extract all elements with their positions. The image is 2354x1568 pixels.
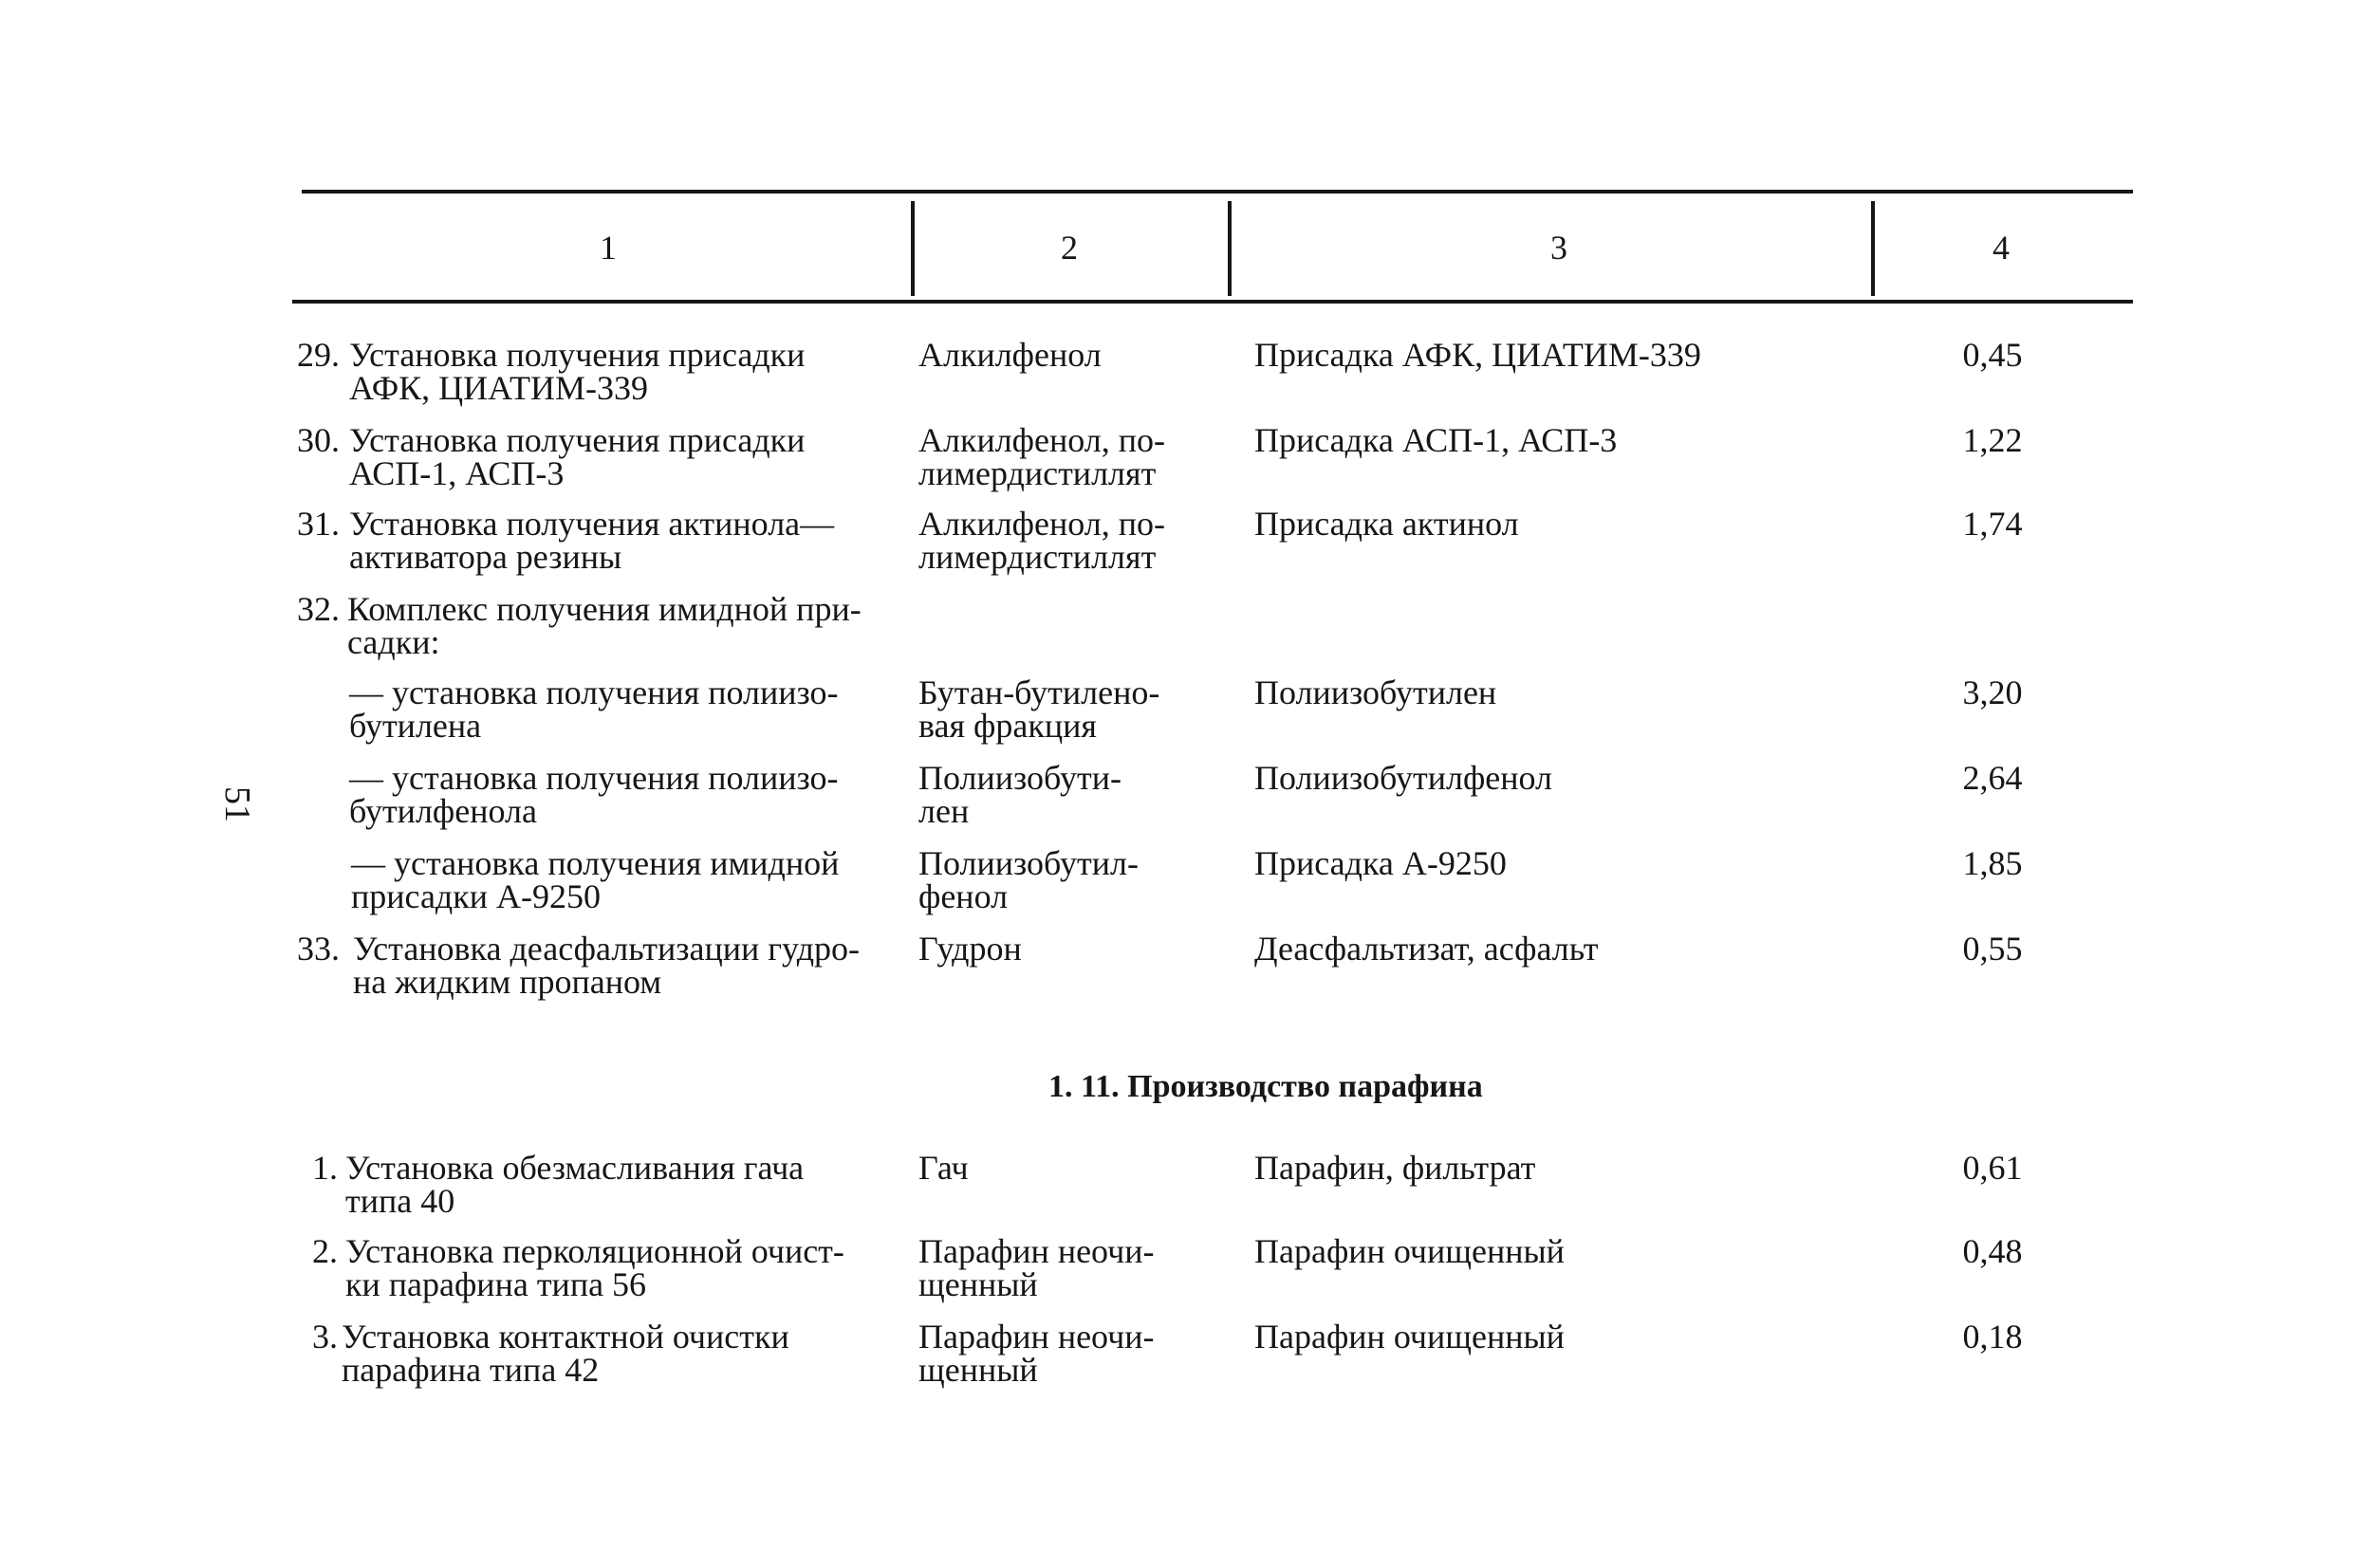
cell-line: Алкилфенол, по- <box>918 421 1165 459</box>
cell-line: Установка деасфальтизации гудро- <box>353 930 861 968</box>
cell-line: лен <box>918 792 970 830</box>
cell-installation <box>349 507 834 574</box>
row-number: 29. <box>297 336 340 374</box>
cell-line: АФК, ЦИАТИМ-339 <box>349 369 648 407</box>
table-header-bottom-rule <box>292 300 2133 304</box>
cell-line: бутилена <box>349 707 482 745</box>
cell-line: парафина типа 42 <box>342 1351 600 1389</box>
cell-line: Установка перколяционной очист- <box>345 1232 844 1270</box>
cell-product <box>1254 932 1599 966</box>
cell-product <box>1254 844 1507 882</box>
header-col-4: 4 <box>1993 229 2010 267</box>
cell-line: Установка обезмасливания гача <box>345 1149 805 1187</box>
cell-value: 1,74 <box>1962 505 2023 543</box>
cell-line: на жидким пропаном <box>353 963 662 1001</box>
cell-product <box>1254 1320 1565 1354</box>
cell-line: — установка получения полиизо- <box>349 673 839 711</box>
header-col-1: 1 <box>600 229 617 267</box>
cell-line: Деасфальтизат, асфальт <box>1254 930 1599 968</box>
header-col-3: 3 <box>1550 229 1567 267</box>
cell-line: — установка получения имидной <box>351 844 840 882</box>
cell-value: 1,85 <box>1962 844 2023 882</box>
cell-line: Парафин, фильтрат <box>1254 1149 1536 1187</box>
cell-line: Присадка АФК, ЦИАТИМ-339 <box>1254 336 1701 374</box>
cell-value: 0,45 <box>1962 336 2023 374</box>
cell-line: щенный <box>918 1351 1038 1389</box>
table-top-rule <box>302 190 2133 194</box>
cell-line: лимердистиллят <box>918 538 1157 576</box>
cell-line: АСП-1, АСП-3 <box>349 454 565 492</box>
cell-product <box>1254 673 1497 711</box>
cell-installation <box>351 844 840 915</box>
row-number: 32. <box>297 590 340 628</box>
cell-raw-material <box>918 1232 1155 1303</box>
cell-line: фенол <box>918 877 1009 915</box>
cell-value: 0,18 <box>1962 1318 2023 1356</box>
cell-raw-material <box>918 759 1121 830</box>
cell-product <box>1254 421 1618 459</box>
cell-line: Установка контактной очистки <box>342 1318 789 1356</box>
cell-line: Гудрон <box>918 930 1022 968</box>
cell-line: Комплекс получения имидной при- <box>347 590 862 628</box>
cell-line: ки парафина типа 56 <box>345 1265 647 1303</box>
cell-line: садки: <box>347 623 440 661</box>
cell-raw-material <box>918 336 1102 374</box>
cell-installation <box>345 1232 844 1303</box>
header-separator <box>1228 201 1232 296</box>
header-col-2: 2 <box>1061 229 1078 267</box>
cell-line: Установка получения присадки <box>349 421 806 459</box>
cell-line: типа 40 <box>345 1182 455 1220</box>
cell-line: Парафин очищенный <box>1254 1318 1565 1356</box>
page-number: 51 <box>217 786 257 822</box>
row-number: 2. <box>312 1232 338 1270</box>
cell-raw-material <box>918 1149 969 1187</box>
cell-line: — установка получения полиизо- <box>349 759 839 797</box>
cell-raw-material <box>918 1320 1154 1387</box>
cell-raw-material <box>918 844 1139 915</box>
cell-line: Парафин очищенный <box>1254 1232 1565 1270</box>
cell-value: 1,22 <box>1962 421 2023 459</box>
cell-value: 0,48 <box>1962 1232 2023 1270</box>
cell-raw-material <box>918 673 1160 745</box>
cell-line: Полиизобутилфенол <box>1254 759 1552 797</box>
cell-product <box>1254 1149 1536 1187</box>
cell-line: Бутан-бутилено- <box>918 673 1160 711</box>
cell-value: 2,64 <box>1962 759 2023 797</box>
cell-product <box>1254 336 1701 374</box>
cell-line: Парафин неочи- <box>918 1232 1155 1270</box>
row-number: 31. <box>297 505 340 543</box>
cell-value: 0,55 <box>1962 930 2023 968</box>
cell-installation <box>349 673 839 745</box>
header-separator <box>1871 201 1875 296</box>
cell-raw-material <box>918 507 1165 574</box>
cell-raw-material <box>918 932 1022 966</box>
cell-product <box>1254 759 1552 797</box>
cell-raw-material <box>918 421 1165 492</box>
cell-line: Алкилфенол, по- <box>918 505 1165 543</box>
cell-line: Алкилфенол <box>918 336 1102 374</box>
cell-product <box>1254 1232 1565 1270</box>
cell-installation <box>345 1149 805 1220</box>
cell-installation <box>353 932 860 999</box>
row-number: 1. <box>312 1149 338 1187</box>
cell-line: щенный <box>918 1265 1038 1303</box>
header-separator <box>911 201 915 296</box>
cell-installation <box>342 1320 789 1387</box>
cell-line: Присадка А-9250 <box>1254 844 1507 882</box>
cell-value: 0,61 <box>1962 1149 2023 1187</box>
row-number: 30. <box>297 421 340 459</box>
cell-installation <box>347 590 862 661</box>
cell-line: Присадка актинол <box>1254 505 1519 543</box>
cell-line: Присадка АСП-1, АСП-3 <box>1254 421 1618 459</box>
cell-installation <box>349 421 806 492</box>
cell-line: Гач <box>918 1149 969 1187</box>
cell-line: вая фракция <box>918 707 1097 745</box>
cell-line: лимердистиллят <box>918 454 1157 492</box>
cell-line: Установка получения присадки <box>349 336 806 374</box>
cell-installation <box>349 336 806 407</box>
cell-installation <box>349 759 839 830</box>
row-number: 3. <box>312 1318 338 1356</box>
cell-line: бутилфенола <box>349 792 537 830</box>
row-number: 33. <box>297 930 340 968</box>
cell-line: Установка получения актинола— <box>349 505 835 543</box>
cell-line: Полиизобути- <box>918 759 1121 797</box>
cell-value: 3,20 <box>1962 673 2023 711</box>
cell-line: Полиизобутил- <box>918 844 1139 882</box>
cell-line: Полиизобутилен <box>1254 673 1497 711</box>
cell-product <box>1254 507 1519 541</box>
cell-line: Парафин неочи- <box>918 1318 1155 1356</box>
section-title: 1. 11. Производство парафина <box>1048 1069 1483 1104</box>
cell-line: присадки А-9250 <box>351 877 601 915</box>
cell-line: активатора резины <box>349 538 622 576</box>
